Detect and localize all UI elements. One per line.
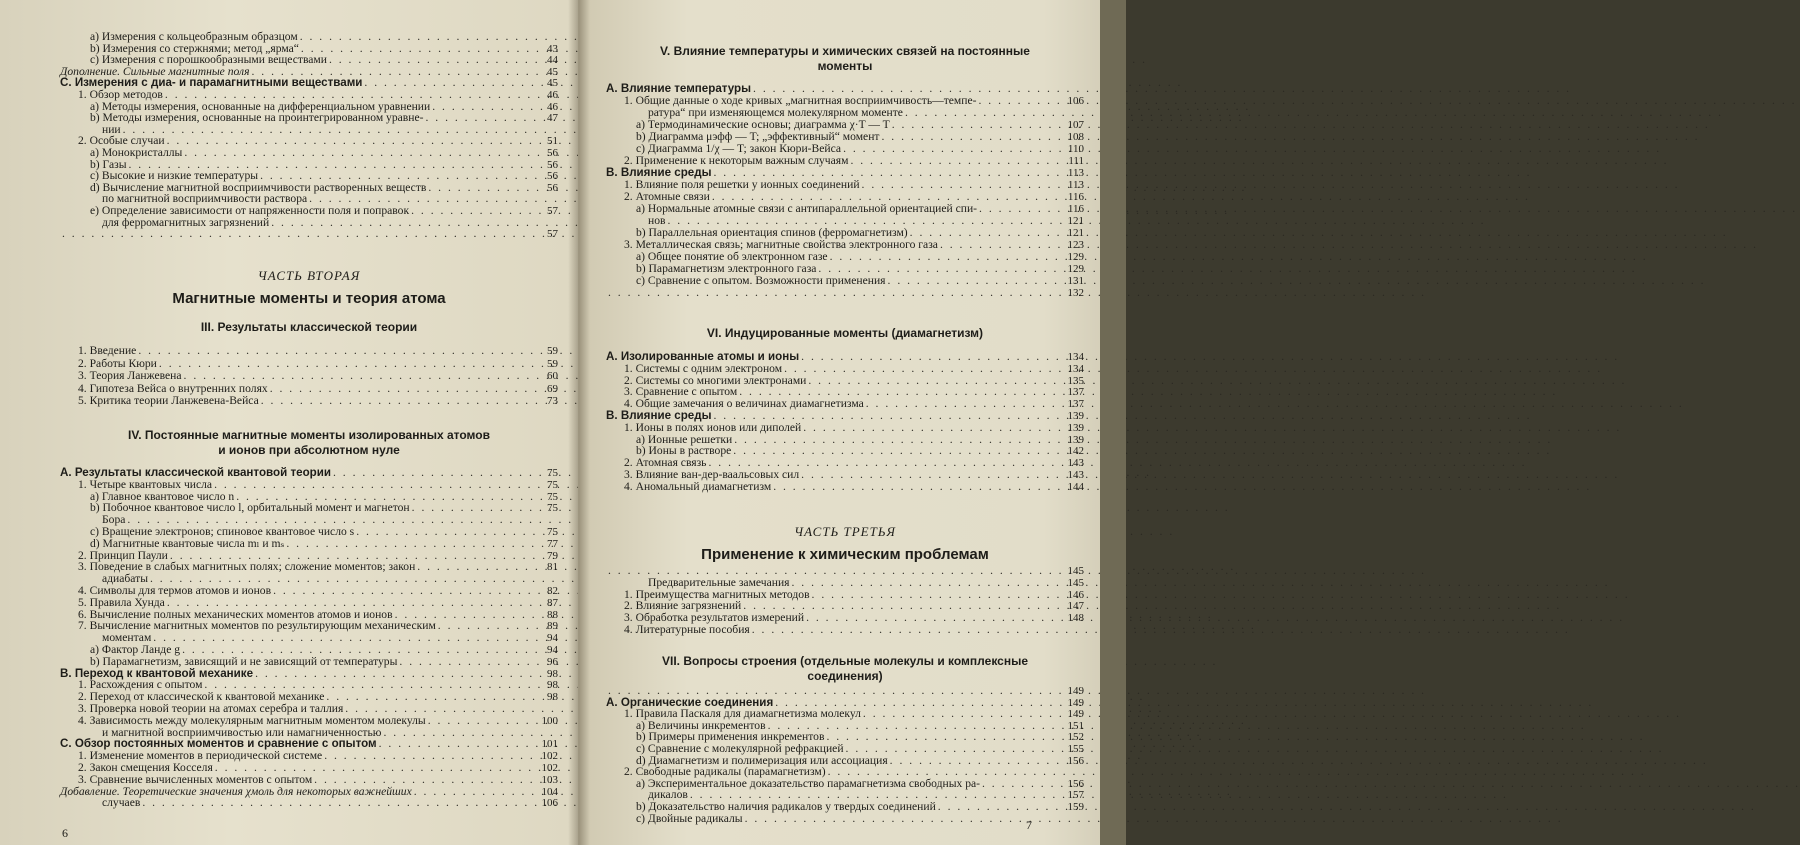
- toc-entry-title: a) Экспериментальное доказательство парамагнетизма свободных ра-: [636, 776, 980, 790]
- part-three-title: Применение к химическим проблемам: [701, 546, 989, 563]
- toc-leader-dots: [745, 812, 1062, 826]
- chapter-5-heading-cont: моменты: [817, 59, 873, 73]
- toc-page-number: 121: [1067, 227, 1084, 239]
- toc-page-number: 44: [547, 54, 558, 67]
- toc-page-number: 145: [1067, 576, 1084, 589]
- toc-page-number: 102: [541, 762, 558, 774]
- toc-page-number: 110: [1067, 143, 1084, 155]
- toc-entry-title: a) Нормальные атомные связи с антипараллельной ориентацией спи-: [636, 202, 978, 215]
- toc-page-number: 113: [1067, 179, 1084, 191]
- toc-leader-dots: [773, 480, 1062, 494]
- toc-entry-title: 1. Введение: [78, 344, 137, 357]
- toc-page-number: 146: [1067, 588, 1084, 601]
- toc-page-number: 151: [1067, 719, 1084, 732]
- toc-page-number: 103: [541, 773, 558, 786]
- toc-page-number: 148: [1067, 612, 1084, 625]
- toc-entry-title: c) Измерения с порошкообразными веществами: [90, 53, 327, 67]
- book-gutter: [568, 0, 590, 845]
- toc-page-number: 106: [1067, 95, 1084, 107]
- chapter-4-heading-cont: и ионов при абсолютном нуле: [218, 443, 400, 457]
- toc-page-number: 82: [547, 585, 558, 597]
- toc-page-number: 113: [1067, 167, 1084, 179]
- toc-page-number: 46: [547, 100, 558, 113]
- toc-entry-title: 2. Атомная связь: [624, 456, 707, 470]
- toc-entry-title: 7. Вычисление магнитных моментов по результирующим механическим: [78, 619, 436, 633]
- toc-entry-title: a) Главное квантовое число n: [90, 489, 235, 503]
- toc-entry-title: 3. Теория Ланжевена: [78, 369, 182, 383]
- toc-entry-title: B. Переход к квантовой механике: [60, 666, 254, 680]
- toc-page-number: 89: [547, 620, 558, 633]
- toc-page-number: 152: [1067, 731, 1084, 744]
- toc-page-number: 57: [547, 205, 558, 217]
- toc-page-number: 144: [1067, 480, 1084, 493]
- toc-entry-title: 4. Аномальный диамагнетизм: [624, 479, 772, 493]
- toc-entry-title: 4. Зависимость между молекулярным магнитным моментом молекулы: [78, 713, 426, 727]
- toc-entry-title: 4. Литературные пособия: [624, 623, 750, 636]
- toc-entry-title: 2. Переход от классической к квантовой механике: [78, 690, 325, 704]
- toc-entry-title: d) Вычисление магнитной восприимчивости растворенных веществ: [90, 180, 427, 194]
- toc-page-number: 139: [1067, 410, 1084, 422]
- toc-entry-title: a) Измерения с кольцеобразным образцом: [90, 30, 298, 43]
- toc-page-number: 129: [1067, 251, 1084, 263]
- toc-entry-title: Бора: [102, 513, 126, 527]
- toc-entry-title: a) Фактор Ланде g: [90, 643, 181, 656]
- toc-entry: [60, 227, 558, 241]
- book-cover-edge: [1100, 0, 1126, 845]
- toc-page-number: 108: [1067, 131, 1084, 143]
- toc-entry-title: 1. Четыре квантовых числа: [78, 477, 213, 491]
- toc-entry-title: d) Магнитные квантовые числа mₗ и mₛ: [90, 536, 285, 550]
- toc-page-number: 131: [1067, 275, 1084, 287]
- toc-entry-title: A. Результаты классической квантовой теории: [60, 466, 331, 479]
- toc-entry-title: C. Обзор постоянных моментов и сравнение с опытом: [60, 737, 377, 751]
- toc-page-number: 116: [1067, 203, 1084, 215]
- toc-page-number: 56: [547, 158, 558, 171]
- toc-page-number: 159: [1067, 801, 1084, 813]
- toc-page-number: 94: [547, 632, 558, 645]
- toc-page-number: 47: [547, 112, 558, 125]
- toc-page-number: 137: [1067, 398, 1084, 411]
- toc-entry-title: A. Изолированные атомы и ионы: [606, 350, 800, 363]
- toc-page-number: 59: [547, 357, 558, 370]
- toc-page-number: 75: [547, 526, 558, 538]
- toc-entry-title: b) Методы измерения, основанные на проинтегрированном уравне-: [90, 111, 424, 125]
- toc-entry: [60, 796, 558, 810]
- toc-page-number: 134: [1067, 351, 1084, 363]
- toc-page-number: 100: [541, 714, 558, 727]
- toc-entry: [606, 812, 1084, 826]
- toc-page-number: 57: [547, 228, 558, 241]
- toc-page-number: 111: [1068, 155, 1084, 167]
- right-page-number: 7: [1026, 818, 1032, 832]
- toc-entry-title: 2. Применение к некоторым важным случаям: [624, 154, 849, 167]
- toc-entry-title: 3. Влияние ван-дер-ваальсовых сил: [624, 468, 800, 481]
- toc-page-number: 87: [547, 596, 558, 609]
- toc-page-number: 46: [547, 89, 558, 101]
- toc-page-number: 73: [547, 395, 558, 408]
- toc-entry-title: b) Параллельная ориентация спинов (ферромагнетизм): [636, 226, 908, 239]
- right-page: [578, 0, 1126, 845]
- part-two-label: ЧАСТЬ ВТОРАЯ: [257, 268, 361, 283]
- toc-page-number: 156: [1067, 754, 1084, 767]
- toc-page-number: 155: [1067, 743, 1084, 755]
- toc-page-number: 104: [541, 785, 558, 798]
- toc-entry-title: 3. Сравнение с опытом: [624, 385, 738, 399]
- toc-entry-title: адиабаты: [102, 572, 148, 586]
- toc-entry-title: дикалов: [648, 788, 688, 802]
- toc-leader-dots: [261, 394, 536, 408]
- toc-page-number: 75: [547, 502, 558, 515]
- toc-page-number: 142: [1067, 445, 1084, 458]
- toc-entry-title: 3. Проверка новой теории на атомах серебра и таллия: [78, 702, 344, 715]
- toc-page-number: 75: [547, 467, 558, 479]
- toc-entry-title: B. Влияние среды: [606, 166, 712, 179]
- toc-page-number: 157: [1067, 789, 1084, 802]
- toc-page-number: 43: [547, 42, 558, 55]
- toc-page-number: 129: [1067, 263, 1084, 275]
- toc-page-number: 139: [1067, 421, 1084, 434]
- toc-entry-title: 5. Правила Хунда: [78, 595, 165, 609]
- toc-entry-title: 1. Общие данные о ходе кривых „магнитная восприимчивость—темпе-: [624, 94, 977, 107]
- toc-leader-dots: [62, 227, 536, 241]
- toc-entry-title: нов: [648, 214, 666, 227]
- toc-entry-title: b) Примеры применения инкрементов: [636, 730, 825, 744]
- toc-page-number: 81: [547, 561, 558, 574]
- toc-entry: [606, 286, 1084, 300]
- toc-leader-dots: [752, 623, 1062, 637]
- toc-entry-title: C. Измерения с диа- и парамагнитными веществами: [60, 76, 363, 90]
- toc-entry-title: Предварительные замечания: [648, 575, 790, 589]
- toc-entry-title: b) Парамагнетизм электронного газа: [636, 262, 817, 275]
- toc-page-number: 149: [1067, 708, 1084, 721]
- toc-page-number: 149: [1067, 685, 1084, 697]
- toc-page-number: 145: [1067, 565, 1084, 577]
- toc-entry: [60, 394, 558, 408]
- toc-entry-title: c) Сравнение с молекулярной рефракцией: [636, 742, 844, 755]
- toc-entry-title: a) Методы измерения, основанные на дифференциальном уравнении: [90, 99, 431, 113]
- toc-entry-title: c) Сравнение с опытом. Возможности применения: [636, 274, 886, 287]
- toc-entry-title: 3. Металлическая связь; магнитные свойства электронного газа: [624, 238, 938, 251]
- toc-entry: [606, 480, 1084, 494]
- toc-entry-title: 1. Влияние поля решетки у ионных соединений: [624, 178, 860, 191]
- toc-entry-title: нии: [102, 122, 121, 136]
- toc-entry-title: c) Высокие и низкие температуры: [90, 169, 259, 183]
- toc-entry-title: 3. Поведение в слабых магнитных полях; сложение моментов; закон: [78, 560, 416, 574]
- toc-entry-title: A. Органические соединения: [606, 695, 774, 709]
- toc-page-number: 69: [547, 382, 558, 395]
- toc-entry-title: b) Побочное квантовое число l, орбитальный момент и магнетон: [90, 501, 410, 515]
- left-page-number: 6: [62, 826, 68, 840]
- toc-entry-title: b) Доказательство наличия радикалов у твердых соединений: [636, 800, 936, 813]
- chapter-4-heading: IV. Постоянные магнитные моменты изолированных атомов: [128, 428, 490, 442]
- toc-page-number: 45: [547, 77, 558, 90]
- toc-entry-title: случаев: [102, 796, 141, 810]
- chapter-7-heading: VII. Вопросы строения (отдельные молекулы и комплексные: [661, 654, 1029, 668]
- toc-page-number: 75: [547, 478, 558, 491]
- toc-entry-title: b) Измерения со стержнями; метод „ярма“: [90, 41, 299, 55]
- toc-page-number: 96: [547, 655, 558, 668]
- toc-page-number: 56: [547, 181, 558, 194]
- toc-entry-title: a) Величины инкрементов: [636, 718, 766, 732]
- toc-entry-title: d) Диамагнетизм и полимеризация или ассоциация: [636, 753, 888, 767]
- toc-entry-title: a) Монокристаллы: [90, 146, 183, 159]
- toc-page-number: 98: [547, 667, 558, 680]
- toc-entry-title: a) Термодинамические основы; диаграмма χ·T — T: [636, 118, 890, 131]
- toc-page-number: 143: [1067, 469, 1084, 481]
- toc-page-number: 137: [1067, 386, 1084, 399]
- toc-entry-title: и магнитной восприимчивостью или намагниченностью: [102, 725, 382, 739]
- toc-entry-title: 1. Преимущества магнитных методов: [624, 587, 810, 601]
- toc-entry-title: c) Двойные радикалы: [636, 811, 743, 825]
- chapter-5-heading: V. Влияние температуры и химических связей на постоянные: [660, 44, 1030, 58]
- toc-entry-title: 3. Обработка результатов измерений: [624, 611, 805, 625]
- toc-entry-title: 2. Атомные связи: [624, 190, 710, 203]
- toc-entry-title: 6. Вычисление полных механических моментов атомов и ионов: [78, 607, 393, 621]
- toc-page-number: 75: [547, 490, 558, 503]
- toc-page-number: 143: [1067, 457, 1084, 470]
- toc-entry-title: 4. Общие замечания о величинах диамагнетизма: [624, 397, 864, 411]
- toc-entry-title: c) Диаграмма 1/χ — T; закон Кюри-Вейса: [636, 142, 842, 155]
- toc-page-number: 139: [1067, 433, 1084, 446]
- toc-page-number: 94: [547, 644, 558, 656]
- toc-entry-title: A. Влияние температуры: [606, 82, 752, 95]
- toc-page-number: 59: [547, 345, 558, 357]
- chapter-3-heading: III. Результаты классической теории: [200, 320, 418, 334]
- toc-entry-title: 2. Системы со многими электронами: [624, 373, 807, 387]
- toc-page-number: 156: [1067, 777, 1084, 790]
- toc-entry-title: 5. Критика теории Ланжевена-Вейса: [78, 394, 259, 408]
- toc-page-number: 147: [1067, 600, 1084, 613]
- toc-page-number: 102: [541, 750, 558, 763]
- toc-entry-title: b) Парамагнетизм, зависящий и не зависящий от температуры: [90, 654, 398, 668]
- toc-page-number: 101: [541, 738, 558, 751]
- toc-page-number: 106: [541, 797, 558, 810]
- toc-page-number: 77: [547, 537, 558, 550]
- part-two-title: Магнитные моменты и теория атома: [172, 290, 446, 307]
- toc-entry-title: 4. Символы для термов атомов и ионов: [78, 584, 272, 597]
- toc-entry-title: a) Ионные решетки: [636, 432, 733, 446]
- toc-page-number: 56: [547, 170, 558, 183]
- toc-entry-title: по магнитной восприимчивости раствора: [102, 192, 308, 206]
- toc-entry-title: моментам: [102, 631, 152, 645]
- toc-entry-title: 1. Ионы в полях ионов или диполей: [624, 420, 802, 434]
- toc-entry-title: 1. Обзор методов: [78, 88, 163, 101]
- toc-page-number: 132: [1067, 287, 1084, 299]
- toc-entry-title: для ферромагнитных загрязнений: [102, 215, 270, 229]
- toc-entry-title: a) Общее понятие об электронном газе: [636, 250, 828, 263]
- toc-entry-title: 2. Свободные радикалы (парамагнетизм): [624, 765, 826, 779]
- toc-leader-dots: [608, 286, 1062, 300]
- toc-page-number: 123: [1067, 239, 1084, 251]
- toc-page-number: 45: [547, 65, 558, 78]
- toc-page-number: 60: [547, 370, 558, 383]
- toc-entry-title: Дополнение. Сильные магнитные поля: [60, 64, 250, 78]
- toc-page-number: 51: [547, 135, 558, 148]
- toc-page-number: 116: [1067, 191, 1084, 203]
- toc-entry-title: b) Газы: [90, 157, 127, 171]
- toc-page-number: 98: [547, 691, 558, 704]
- toc-entry-title: 1. Правила Паскаля для диамагнетизма молекул: [624, 707, 861, 721]
- toc-page-number: 149: [1067, 696, 1084, 709]
- toc-entry: [606, 623, 1084, 637]
- toc-entry-title: b) Диаграмма μэфф — T; „эффективный“ момент: [636, 130, 880, 143]
- toc-page-number: 88: [547, 608, 558, 621]
- toc-entry-title: B. Влияние среды: [606, 409, 712, 422]
- chapter-6-heading: VI. Индуцированные моменты (диамагнетизм): [706, 326, 984, 340]
- toc-page-number: 135: [1067, 374, 1084, 387]
- toc-entry-title: 2. Закон смещения Косселя: [78, 761, 213, 774]
- toc-entry-title: ратура“ при изменяющемся молекулярном моменте: [648, 106, 903, 119]
- toc-entry-title: 4. Гипотеза Вейса о внутренних полях: [78, 381, 268, 395]
- toc-leader-dots: [142, 796, 536, 810]
- left-page: [0, 0, 578, 845]
- toc-page-number: 98: [547, 679, 558, 692]
- toc-entry-title: 3. Сравнение вычисленных моментов с опытом: [78, 772, 313, 786]
- toc-entry-title: c) Вращение электронов; спиновое квантовое число s: [90, 525, 355, 538]
- chapter-7-heading-cont: соединения): [807, 669, 883, 683]
- toc-entry-title: 1. Изменение моментов в периодической системе: [78, 749, 323, 763]
- toc-entry-title: b) Ионы в растворе: [636, 444, 732, 458]
- toc-page-number: 121: [1067, 215, 1084, 227]
- toc-page-number: 107: [1067, 119, 1084, 131]
- toc-page-number: 56: [547, 147, 558, 159]
- toc-page-number: 134: [1067, 362, 1084, 375]
- toc-entry-title: 2. Работы Кюри: [78, 356, 157, 370]
- toc-entry-title: 1. Расхождения с опытом: [78, 678, 203, 692]
- toc-entry-title: 1. Системы с одним электроном: [624, 361, 783, 375]
- toc-entry-title: 2. Принцип Паули: [78, 548, 168, 562]
- toc-page-number: 79: [547, 549, 558, 562]
- toc-entry-title: Добавление. Теоретические значения χмоль для некоторых важнейших: [60, 784, 412, 798]
- toc-entry-title: e) Определение зависимости от напряженности поля и поправок: [90, 204, 410, 217]
- toc-entry-title: 2. Особые случаи: [78, 134, 165, 148]
- part-three-label: ЧАСТЬ ТРЕТЬЯ: [794, 524, 896, 539]
- toc-entry-title: 2. Влияние загрязнений: [624, 599, 742, 613]
